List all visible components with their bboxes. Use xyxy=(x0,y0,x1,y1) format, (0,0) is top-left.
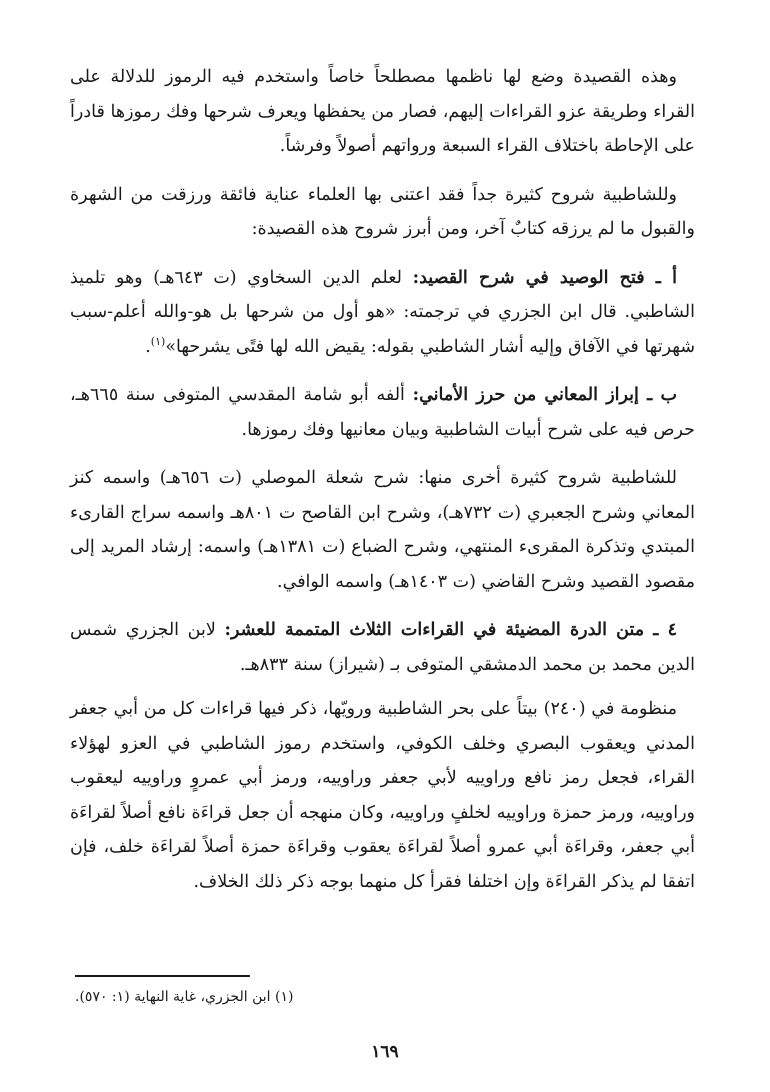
paragraph-fath-al-wasid xyxy=(70,261,695,365)
paragraph-intro: وهذه القصيدة وضع لها ناظمها مصطلحاً خاصاً واستخدم فيه الرموز للدلالة على القراء وطريقة عزو القراءات إليهم، فصار من يحفظها ويعرف شرحها وفك رموزها قادراً على الإحاطة باختلاف القراء السبعة ورواتهم أصولاً وفرشاً. xyxy=(70,67,695,156)
paragraph-commentaries: وللشاطبية شروح كثيرة جداً فقد اعتنى بها العلماء عناية فائقة ورزقت من الشهرة والقبول ما لم يرزقه كتابٌ آخر، ومن أبرز شروح هذه القصيدة: xyxy=(70,184,695,239)
paragraph-other-commentaries: للشاطبية شروح كثيرة أخرى منها: شرح شعلة الموصلي (ت ٦٥٦هـ) واسمه كنز المعاني وشرح الجعبري (ت ٧٣٢هـ)، وشرح ابن القاصح ت ٨٠١هـ واسمه سراج القارىء المبتدي وتذكرة المقرىء المنتهي، وشرح الضباع (ت ١٣٨١هـ) واسمه: إرشاد المريد إلى مقصود القصيد وشرح القاضي (ت ١٤٠٣هـ) واسمه الوافي. xyxy=(70,468,695,592)
footnote-text: ابن الجزري، غاية النهاية (١: ٥٧٠). xyxy=(75,989,275,1005)
heading-ibraz-al-maani: ب ـ إبراز المعاني من حرز الأماني: xyxy=(412,385,677,405)
paragraph-durra-description: منظومة في (٢٤٠) بيتاً على بحر الشاطبية ورويّها، ذكر فيها قراءات كل من أبي جعفر المدني ويعقوب البصري وخلف الكوفي، واستخدم رموز الشاطبي في العزو لهؤلاء القراء، فجعل رمز نافع وراوييه لأبي جعفر وراوييه، ورمز أبي عمروٍ وراوييه ليعقوب وراوييه، ورمز حمزة وراوييه لخلفٍ وراوييه، وكان منهجه أن جعل قراءَة نافع أصلاً لقراءَة أبي جعفر، وقراءَة أبي عمرو أصلاً لقراءَة يعقوب وقراءَة حمزة أصلاً لقراءَة خلف، فإن اتفقا لم يذكر القراءَة وإن اختلفا فقرأ كل منهما بوجه ذكر ذلك الخلاف. xyxy=(70,699,695,892)
text-durra: لابن الجزري شمس الدين محمد بن محمد الدمشقي المتوفى بـ (شيراز) سنة ٨٣٣هـ. xyxy=(70,620,695,675)
text-fath-al-wasid: لعلم الدين السخاوي (ت ٦٤٣هـ) وهو تلميذ الشاطبي. قال ابن الجزري في ترجمته: «هو أول من شرحها بل هو-والله أعلم-سبب شهرتها في الآفاق وإليه أشار الشاطبي بقوله: يقيض الله لها فتًى يشرحها» xyxy=(70,267,695,357)
paragraph-durra xyxy=(70,613,695,682)
paragraph-ibraz-al-maani xyxy=(70,378,695,447)
heading-fath-al-wasid: أ ـ فتح الوصيد في شرح القصيد: xyxy=(412,267,677,288)
footnote-reference[interactable]: (١) xyxy=(150,334,166,348)
footnote-marker: (١) xyxy=(275,989,294,1005)
footnote-divider xyxy=(75,975,250,977)
text-ibraz-al-maani: ألفه أبو شامة المقدسي المتوفى سنة ٦٦٥هـ، حرص فيه على شرح أبيات الشاطبية وبيان معانيها وفك رموزها. xyxy=(70,385,695,440)
page-number: ١٦٩ xyxy=(371,1042,399,1062)
text-fath-al-wasid-end: . xyxy=(145,336,151,357)
heading-durra: ٤ ـ متن الدرة المضيئة في القراءات الثلاث المتممة للعشر: xyxy=(224,620,677,640)
footnote xyxy=(0,985,770,1009)
